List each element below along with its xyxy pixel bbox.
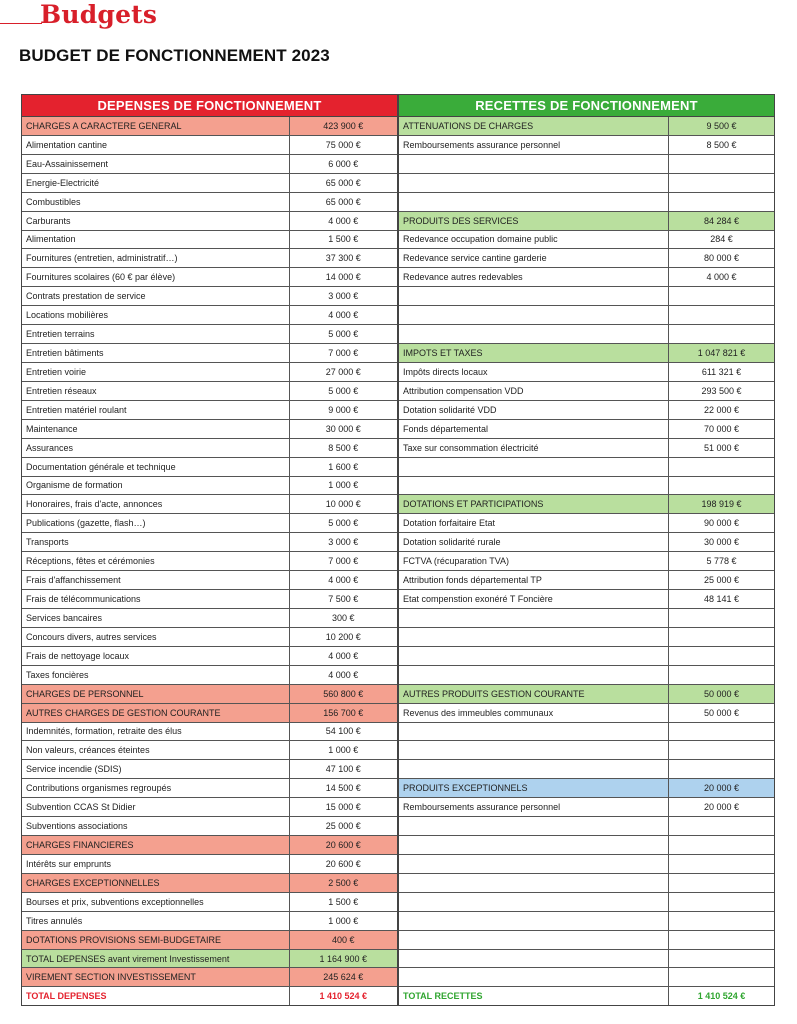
row-amount: 1 000 € — [328, 745, 359, 756]
row-label: Entretien terrains — [22, 325, 290, 343]
row-amount: 22 000 € — [703, 404, 740, 415]
row-amount — [669, 628, 774, 646]
table-row — [399, 609, 774, 628]
row-amount: 65 000 € — [325, 177, 361, 188]
row-label: DOTATIONS ET PARTICIPATIONS — [399, 495, 669, 513]
row-label: Entretien voirie — [22, 363, 290, 381]
table-row — [399, 325, 774, 344]
table-row — [399, 231, 774, 250]
row-label: Redevance autres redevables — [399, 268, 669, 286]
row-amount: 300 € — [332, 612, 355, 623]
row-label — [399, 628, 669, 646]
row-label: CHARGES A CARACTERE GENERAL — [22, 117, 290, 135]
table-row — [399, 363, 774, 382]
table-row — [399, 533, 774, 552]
brand-underline — [0, 23, 42, 24]
row-amount: 20 600 € — [325, 839, 361, 850]
table-row — [22, 117, 397, 136]
row-amount: 50 000 € — [703, 688, 740, 699]
row-label: TOTAL DEPENSES — [22, 987, 290, 1005]
row-label: Remboursements assurance personnel — [399, 136, 669, 154]
budget-tables — [21, 94, 775, 1006]
row-label — [399, 968, 669, 986]
table-row — [399, 741, 774, 760]
table-row — [399, 950, 774, 969]
row-amount: 560 800 € — [323, 688, 364, 699]
row-amount: 65 000 € — [325, 196, 361, 207]
row-label: Entretien matériel roulant — [22, 401, 290, 419]
table-row — [22, 174, 397, 193]
row-amount: 5 778 € — [706, 556, 737, 567]
table-row — [22, 458, 397, 477]
row-amount — [669, 174, 774, 192]
row-label: Taxe sur consommation électricité — [399, 439, 669, 457]
row-amount: 9 500 € — [706, 120, 737, 131]
row-amount: 423 900 € — [323, 120, 364, 131]
row-label: Fournitures scolaires (60 € par élève) — [22, 268, 290, 286]
table-row — [399, 514, 774, 533]
row-amount: 10 000 € — [325, 499, 361, 510]
row-amount: 1 000 € — [328, 480, 359, 491]
row-label: Titres annulés — [22, 912, 290, 930]
row-amount — [669, 893, 774, 911]
row-amount: 20 000 € — [703, 783, 740, 794]
row-label: Contributions organismes regroupés — [22, 779, 290, 797]
row-amount: 20 600 € — [325, 858, 361, 869]
table-row — [399, 987, 774, 1005]
row-amount: 75 000 € — [325, 139, 361, 150]
depenses-rows — [22, 117, 397, 1005]
table-row — [22, 382, 397, 401]
table-row — [399, 193, 774, 212]
row-label: Dotation solidarité VDD — [399, 401, 669, 419]
table-row — [22, 779, 397, 798]
row-amount: 47 100 € — [325, 764, 361, 775]
table-row — [22, 855, 397, 874]
row-amount — [669, 968, 774, 986]
row-label: Attribution fonds départemental TP — [399, 571, 669, 589]
row-label — [399, 817, 669, 835]
row-amount: 15 000 € — [325, 802, 361, 813]
row-label — [399, 723, 669, 741]
row-label — [399, 609, 669, 627]
row-label: Contrats prestation de service — [22, 287, 290, 305]
row-amount: 4 000 € — [328, 650, 359, 661]
table-row — [22, 609, 397, 628]
row-label: Service incendie (SDIS) — [22, 760, 290, 778]
row-amount: 54 100 € — [325, 726, 361, 737]
table-row — [22, 912, 397, 931]
row-label: Revenus des immeubles communaux — [399, 704, 669, 722]
table-row — [399, 420, 774, 439]
row-label: Fonds départemental — [399, 420, 669, 438]
table-row — [22, 136, 397, 155]
depenses-table — [22, 95, 399, 1005]
row-label: DOTATIONS PROVISIONS SEMI-BUDGETAIRE — [22, 931, 290, 949]
row-label — [399, 836, 669, 854]
row-amount: 400 € — [332, 934, 355, 945]
row-amount: 80 000 € — [703, 253, 740, 264]
row-amount — [669, 458, 774, 476]
row-amount: 20 000 € — [703, 802, 740, 813]
row-amount: 5 000 € — [328, 329, 359, 340]
row-amount — [669, 155, 774, 173]
table-row — [399, 647, 774, 666]
row-amount: 27 000 € — [325, 366, 361, 377]
row-label: Documentation générale et technique — [22, 458, 290, 476]
row-label — [399, 458, 669, 476]
row-label: Non valeurs, créances éteintes — [22, 741, 290, 759]
table-row — [399, 458, 774, 477]
table-row — [22, 760, 397, 779]
row-label: Impôts directs locaux — [399, 363, 669, 381]
row-label: PRODUITS DES SERVICES — [399, 212, 669, 230]
row-amount: 1 500 € — [328, 234, 359, 245]
row-amount: 7 500 € — [328, 594, 359, 604]
row-label: Dotation forfaitaire Etat — [399, 514, 669, 532]
row-label: Eau-Assainissement — [22, 155, 290, 173]
row-amount: 611 321 € — [701, 366, 742, 377]
row-amount: 6 000 € — [328, 158, 359, 169]
row-amount: 4 000 € — [706, 272, 737, 283]
row-amount: 14 500 € — [325, 783, 361, 794]
row-label — [399, 477, 669, 495]
row-amount: 70 000 € — [703, 423, 740, 434]
row-amount: 14 000 € — [325, 272, 361, 283]
row-amount — [669, 723, 774, 741]
table-row — [399, 968, 774, 987]
row-label: CHARGES DE PERSONNEL — [22, 685, 290, 703]
row-label — [399, 174, 669, 192]
row-amount: 8 500 € — [328, 442, 359, 453]
table-row — [22, 817, 397, 836]
table-row — [22, 968, 397, 987]
row-amount: 293 500 € — [701, 385, 742, 396]
table-row — [399, 212, 774, 231]
row-amount: 7 000 € — [328, 348, 359, 359]
table-row — [22, 685, 397, 704]
row-label — [399, 912, 669, 930]
table-row — [399, 249, 774, 268]
table-row — [22, 836, 397, 855]
row-amount — [669, 760, 774, 778]
row-amount: 30 000 € — [703, 537, 740, 548]
recettes-header: RECETTES DE FONCTIONNEMENT — [399, 95, 774, 117]
table-row — [22, 552, 397, 571]
table-row — [399, 590, 774, 609]
table-row — [22, 533, 397, 552]
row-label — [399, 666, 669, 684]
brand-title: Budgets — [40, 0, 158, 29]
row-label: Redevance service cantine garderie — [399, 249, 669, 267]
table-row — [399, 287, 774, 306]
row-label: Maintenance — [22, 420, 290, 438]
row-label — [399, 287, 669, 305]
row-label: Services bancaires — [22, 609, 290, 627]
row-label: Locations mobilières — [22, 306, 290, 324]
row-label: Redevance occupation domaine public — [399, 231, 669, 249]
table-row — [399, 893, 774, 912]
row-amount — [669, 477, 774, 495]
row-amount: 245 624 € — [323, 972, 364, 983]
row-label: Indemnités, formation, retraite des élus — [22, 723, 290, 741]
row-amount: 30 000 € — [325, 423, 361, 434]
row-amount: 1 000 € — [328, 915, 359, 926]
row-amount: 1 500 € — [328, 896, 359, 907]
table-row — [399, 760, 774, 779]
row-label: Etat compenstion exonéré T Foncière — [399, 590, 669, 608]
row-label: VIREMENT SECTION INVESTISSEMENT — [22, 968, 290, 986]
table-row — [399, 155, 774, 174]
row-amount — [669, 912, 774, 930]
row-label: TOTAL RECETTES — [399, 987, 669, 1005]
table-row — [22, 987, 397, 1005]
row-amount: 4 000 € — [328, 310, 359, 321]
row-amount — [669, 817, 774, 835]
table-row — [399, 628, 774, 647]
row-label — [399, 760, 669, 778]
row-amount: 5 000 € — [328, 385, 359, 396]
table-row — [22, 723, 397, 742]
row-amount: 90 000 € — [703, 518, 740, 529]
table-row — [399, 836, 774, 855]
row-amount: 4 000 € — [328, 575, 359, 586]
row-amount: 4 000 € — [328, 669, 359, 680]
table-row — [399, 798, 774, 817]
row-label: Concours divers, autres services — [22, 628, 290, 646]
table-row — [399, 439, 774, 458]
row-label: Honoraires, frais d'acte, annonces — [22, 495, 290, 513]
table-row — [399, 723, 774, 742]
row-label — [399, 741, 669, 759]
row-label: Frais de télécommunications — [22, 590, 290, 608]
row-label — [399, 306, 669, 324]
row-amount: 7 000 € — [328, 556, 359, 567]
table-row — [22, 950, 397, 969]
row-amount: 198 919 € — [701, 499, 742, 510]
table-row — [22, 590, 397, 609]
row-label: Bourses et prix, subventions exceptionnelles — [22, 893, 290, 911]
table-row — [22, 249, 397, 268]
row-label — [399, 855, 669, 873]
row-amount: 5 000 € — [328, 518, 359, 529]
table-row — [22, 325, 397, 344]
row-label: Remboursements assurance personnel — [399, 798, 669, 816]
table-row — [22, 704, 397, 723]
row-label — [399, 950, 669, 968]
table-row — [399, 477, 774, 496]
row-label — [399, 325, 669, 343]
table-row — [399, 174, 774, 193]
table-row — [22, 628, 397, 647]
row-label: Alimentation cantine — [22, 136, 290, 154]
table-row — [22, 344, 397, 363]
row-label: Frais de nettoyage locaux — [22, 647, 290, 665]
row-label: Entretien réseaux — [22, 382, 290, 400]
row-amount — [669, 874, 774, 892]
row-label: Alimentation — [22, 231, 290, 249]
row-amount — [669, 609, 774, 627]
table-row — [22, 306, 397, 325]
row-label: CHARGES FINANCIERES — [22, 836, 290, 854]
row-amount: 51 000 € — [703, 442, 740, 453]
row-amount: 3 000 € — [328, 537, 359, 548]
row-amount — [669, 836, 774, 854]
table-row — [399, 382, 774, 401]
row-label: Subvention CCAS St Didier — [22, 798, 290, 816]
table-row — [399, 685, 774, 704]
row-amount: 25 000 € — [703, 575, 740, 586]
row-amount: 10 200 € — [325, 631, 361, 642]
table-row — [22, 647, 397, 666]
table-row — [399, 855, 774, 874]
table-row — [22, 363, 397, 382]
table-row — [22, 495, 397, 514]
table-row — [399, 779, 774, 798]
table-row — [22, 439, 397, 458]
row-amount: 1 164 900 € — [319, 953, 368, 964]
row-label — [399, 193, 669, 211]
row-amount — [669, 855, 774, 873]
table-row — [22, 287, 397, 306]
row-amount: 84 284 € — [703, 215, 740, 226]
table-row — [399, 306, 774, 325]
row-amount — [669, 647, 774, 665]
table-row — [399, 571, 774, 590]
row-amount: 284 € — [710, 234, 733, 245]
row-label: Transports — [22, 533, 290, 551]
row-amount: 9 000 € — [328, 404, 359, 415]
recettes-rows — [399, 117, 774, 1005]
table-row — [22, 931, 397, 950]
row-label: AUTRES PRODUITS GESTION COURANTE — [399, 685, 669, 703]
row-amount — [669, 325, 774, 343]
row-label: TOTAL DEPENSES avant virement Investissement — [22, 950, 290, 968]
table-row — [399, 552, 774, 571]
row-label: Dotation solidarité rurale — [399, 533, 669, 551]
table-row — [22, 477, 397, 496]
table-row — [399, 117, 774, 136]
row-label: PRODUITS EXCEPTIONNELS — [399, 779, 669, 797]
table-row — [22, 571, 397, 590]
table-row — [399, 268, 774, 287]
row-label: IMPOTS ET TAXES — [399, 344, 669, 362]
row-label: Energie-Electricité — [22, 174, 290, 192]
table-row — [399, 136, 774, 155]
row-label: Organisme de formation — [22, 477, 290, 495]
row-amount: 1 047 821 € — [697, 348, 746, 359]
row-amount: 3 000 € — [328, 291, 359, 302]
row-label: ATTENUATIONS DE CHARGES — [399, 117, 669, 135]
row-label: Assurances — [22, 439, 290, 457]
table-row — [22, 741, 397, 760]
row-label: CHARGES EXCEPTIONNELLES — [22, 874, 290, 892]
table-row — [399, 931, 774, 950]
table-row — [399, 401, 774, 420]
table-row — [22, 268, 397, 287]
row-amount: 8 500 € — [706, 139, 737, 150]
table-row — [399, 704, 774, 723]
page-title: BUDGET DE FONCTIONNEMENT 2023 — [19, 46, 330, 65]
row-amount: 48 141 € — [703, 594, 740, 604]
depenses-header: DEPENSES DE FONCTIONNEMENT — [22, 95, 397, 117]
row-amount: 1 410 524 € — [319, 991, 368, 1002]
row-amount: 2 500 € — [328, 877, 359, 888]
table-row — [22, 193, 397, 212]
table-row — [22, 401, 397, 420]
row-label — [399, 931, 669, 949]
row-label: Combustibles — [22, 193, 290, 211]
row-label: Taxes foncières — [22, 666, 290, 684]
row-label: Réceptions, fêtes et cérémonies — [22, 552, 290, 570]
row-amount — [669, 931, 774, 949]
row-amount: 25 000 € — [325, 821, 361, 832]
row-label: Publications (gazette, flash…) — [22, 514, 290, 532]
table-row — [22, 155, 397, 174]
row-label: Carburants — [22, 212, 290, 230]
row-label — [399, 155, 669, 173]
table-row — [399, 817, 774, 836]
row-amount: 4 000 € — [328, 215, 359, 226]
row-label — [399, 893, 669, 911]
table-row — [399, 495, 774, 514]
row-amount — [669, 666, 774, 684]
row-amount — [669, 741, 774, 759]
table-row — [399, 874, 774, 893]
table-row — [22, 893, 397, 912]
row-label — [399, 647, 669, 665]
row-label — [399, 874, 669, 892]
table-row — [22, 874, 397, 893]
row-amount — [669, 950, 774, 968]
row-amount: 37 300 € — [325, 253, 361, 264]
row-amount: 156 700 € — [323, 707, 364, 718]
table-row — [22, 212, 397, 231]
row-amount: 1 600 € — [328, 461, 359, 472]
table-row — [22, 798, 397, 817]
recettes-table — [399, 95, 774, 1005]
row-amount: 1 410 524 € — [697, 991, 746, 1002]
row-label: Fournitures (entretien, administratif…) — [22, 249, 290, 267]
row-amount — [669, 306, 774, 324]
table-row — [22, 420, 397, 439]
row-amount — [669, 193, 774, 211]
table-row — [22, 514, 397, 533]
row-label: Entretien bâtiments — [22, 344, 290, 362]
row-label: AUTRES CHARGES DE GESTION COURANTE — [22, 704, 290, 722]
table-row — [399, 666, 774, 685]
row-label: FCTVA (récuparation TVA) — [399, 552, 669, 570]
row-amount — [669, 287, 774, 305]
row-label: Intérêts sur emprunts — [22, 855, 290, 873]
table-row — [399, 344, 774, 363]
row-label: Subventions associations — [22, 817, 290, 835]
row-label: Frais d'affanchissement — [22, 571, 290, 589]
row-label: Attribution compensation VDD — [399, 382, 669, 400]
table-row — [22, 231, 397, 250]
table-row — [399, 912, 774, 931]
row-amount: 50 000 € — [703, 707, 740, 718]
table-row — [22, 666, 397, 685]
